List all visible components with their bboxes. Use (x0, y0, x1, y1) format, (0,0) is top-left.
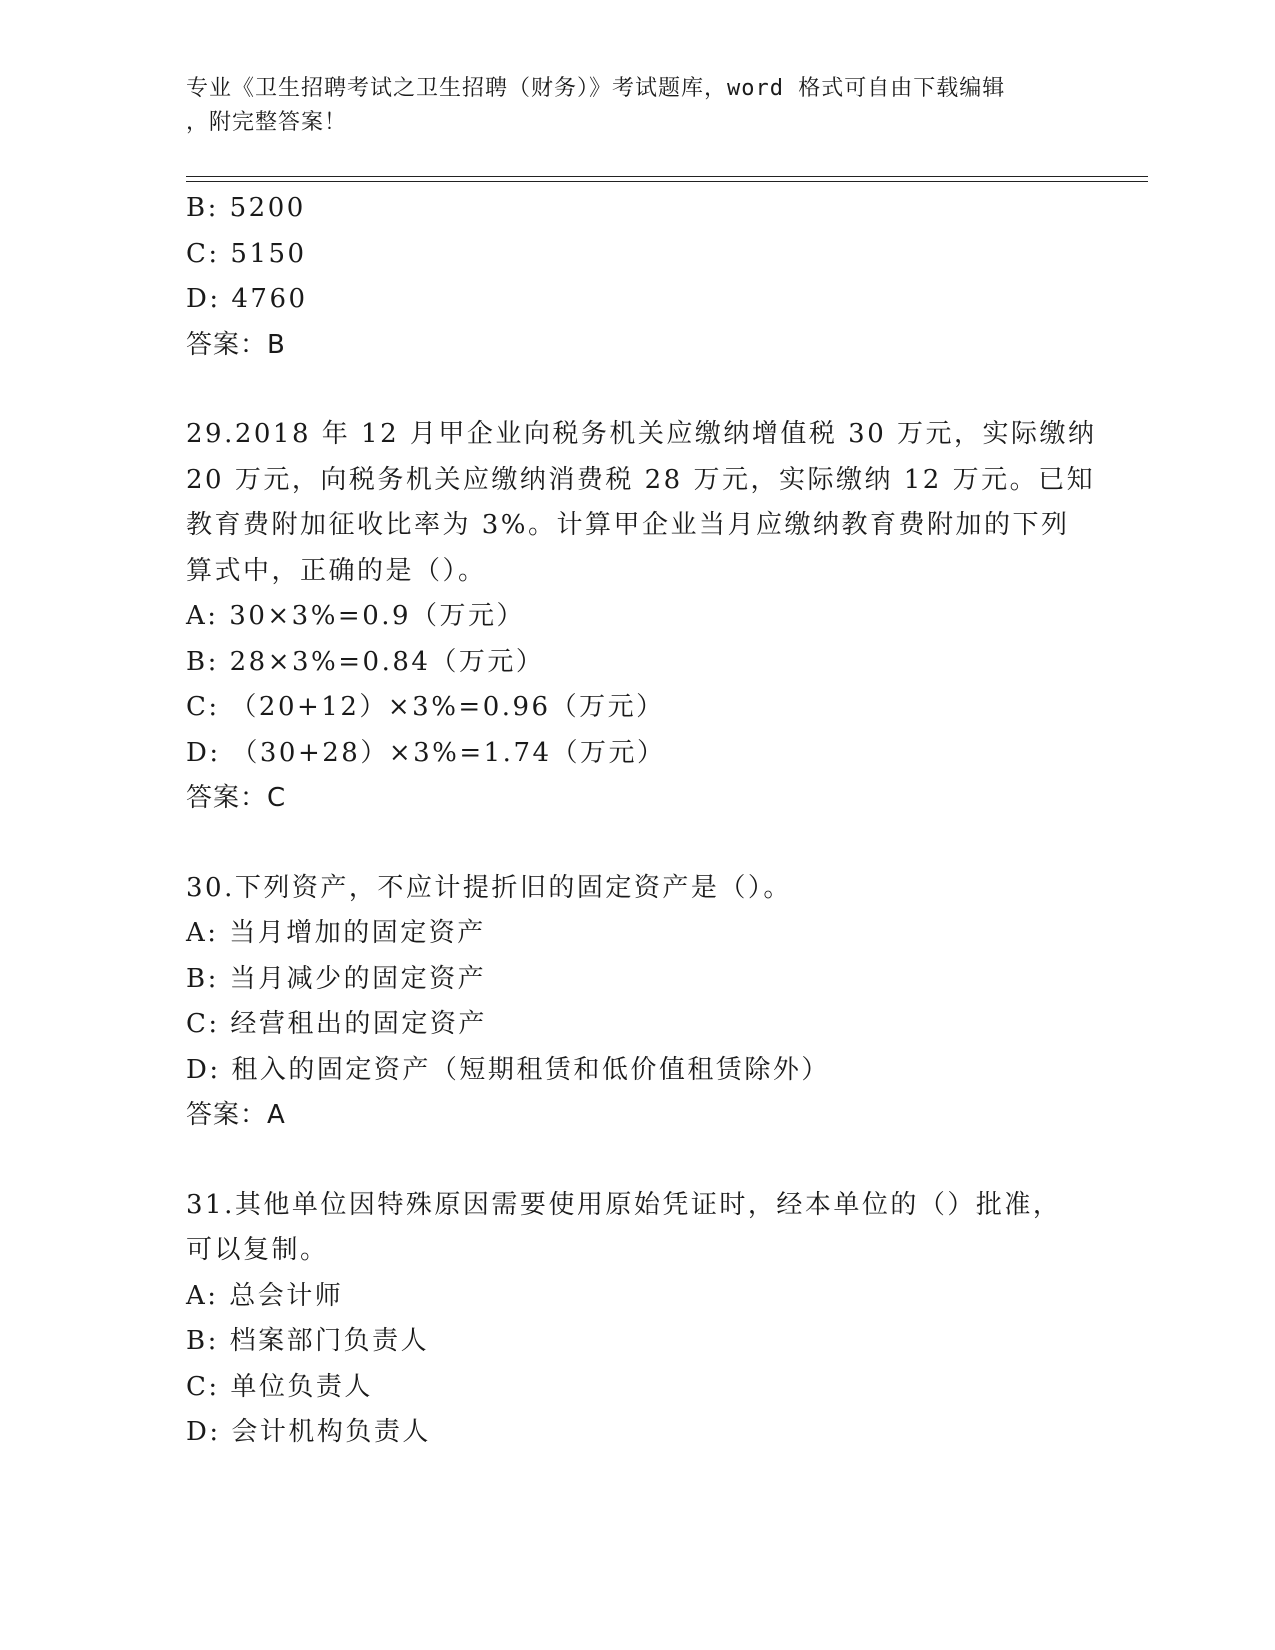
question-stem-line: 20 万元，向税务机关应缴纳消费税 28 万元，实际缴纳 12 万元。已知 (186, 464, 1096, 495)
header-rule-top (186, 176, 1148, 177)
question-31 (186, 1183, 1086, 1456)
option-d: D: 4760 (186, 284, 308, 314)
answer-line: 答案：A (186, 1100, 286, 1130)
option-a: A: 总会计师 (186, 1280, 344, 1311)
question-stem-line: 算式中，正确的是（）。 (186, 555, 487, 586)
option-a: A: 30×3%=0.9（万元） (186, 601, 526, 631)
option-c: C: （20+12）×3%=0.96（万元） (186, 692, 665, 722)
question-29 (186, 412, 1097, 822)
question-stem-line: 29.2018 年 12 月甲企业向税务机关应缴纳增值税 30 万元，实际缴纳 (186, 419, 1097, 449)
option-d: D: 会计机构负责人 (186, 1417, 431, 1447)
document-body (186, 186, 1097, 1456)
question-stem-line: 31.其他单位因特殊原因需要使用原始凭证时，经本单位的（）批准， (186, 1189, 1062, 1220)
option-b: B: 档案部门负责人 (186, 1326, 430, 1356)
option-d: D: 租入的固定资产（短期租赁和低价值租赁除外） (186, 1054, 830, 1085)
question-stem-line: 教育费附加征收比率为 3%。计算甲企业当月应缴纳教育费附加的下列 (186, 510, 1070, 540)
option-a: A: 当月增加的固定资产 (186, 918, 486, 948)
option-c: C: 5150 (186, 238, 307, 269)
question-stem-line: 可以复制。 (186, 1235, 329, 1265)
option-b: B: 28×3%=0.84（万元） (186, 646, 545, 677)
header-rule-bottom (186, 181, 1148, 182)
question-30 (186, 866, 1086, 1139)
question-stem-line: 30.下列资产，不应计提折旧的固定资产是（）。 (186, 872, 792, 903)
option-b: B: 5200 (186, 193, 306, 223)
option-c: C: 单位负责人 (186, 1371, 373, 1402)
header-line-1: 专业《卫生招聘考试之卫生招聘（财务）》考试题库，word 格式可自由下载编辑 (186, 76, 1006, 101)
option-c: C: 经营租出的固定资产 (186, 1009, 487, 1039)
question-28-continuation (186, 186, 1086, 368)
option-b: B: 当月减少的固定资产 (186, 963, 487, 994)
option-d: D: （30+28）×3%=1.74（万元） (186, 737, 666, 768)
document-header (186, 72, 1066, 140)
header-line-2: ，附完整答案！ (186, 110, 348, 135)
answer-line: 答案：B (186, 329, 286, 360)
answer-line: 答案：C (186, 783, 287, 813)
